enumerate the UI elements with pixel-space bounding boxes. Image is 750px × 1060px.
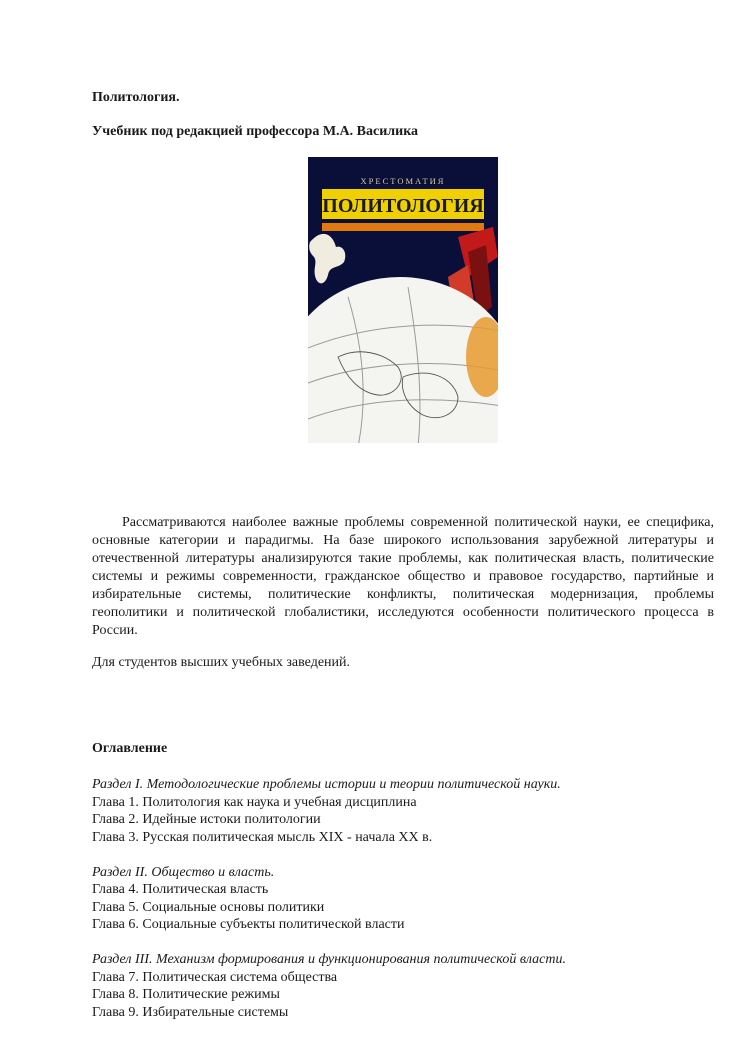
toc-chapter[interactable]: Глава 5. Социальные основы политики [92, 899, 325, 915]
toc-chapter[interactable]: Глава 9. Избирательные системы [92, 1004, 289, 1020]
document-subtitle: Учебник под редакцией профессора М.А. Василика [92, 124, 419, 139]
document-title: Политология. [92, 90, 180, 105]
cover-title: ПОЛИТОЛОГИЯ [322, 195, 484, 217]
toc-chapter[interactable]: Глава 2. Идейные истоки политологии [92, 812, 321, 827]
abstract-text: Рассматриваются наиболее важные проблемы современной политической науки, ее специфика, основные категории и парадигмы. На базе широкого использования зарубежной литературы и отечественной литературы анализируются такие проблемы, как политическая власть, политические системы и режимы современности, гражданское общество и правовое государство, партийные и избирательные системы, политические конфликты, политическая модернизация, проблемы геополитики и политической глобалистики, исследуются особенности политического процесса в России. [92, 515, 714, 638]
toc-section-title[interactable]: Раздел I. Методологические проблемы истории и теории политической науки. [92, 777, 561, 792]
toc-section-group [92, 951, 722, 1021]
cover-subband [322, 223, 484, 231]
toc-section-title[interactable]: Раздел II. Общество и власть. [92, 864, 275, 880]
toc-section-group [92, 864, 722, 934]
toc-section-group [92, 776, 722, 846]
book-cover-image [308, 157, 498, 443]
audience-note [92, 655, 350, 671]
table-of-contents [92, 776, 722, 1039]
toc-section-title[interactable]: Раздел III. Механизм формирования и функционирования политической власти. [92, 952, 566, 967]
audience-text: Для студентов высших учебных заведений. [92, 655, 351, 670]
toc-heading: Оглавление [92, 741, 168, 756]
toc-chapter[interactable]: Глава 7. Политическая система общества [92, 969, 338, 985]
toc-chapter[interactable]: Глава 1. Политология как наука и учебная дисциплина [92, 794, 417, 810]
cover-top-label: ХРЕСТОМАТИЯ [360, 176, 446, 186]
toc-chapter[interactable]: Глава 8. Политические режимы [92, 987, 280, 1002]
toc-chapter[interactable]: Глава 3. Русская политическая мысль XIX - начала XX в. [92, 829, 433, 845]
toc-chapter[interactable]: Глава 4. Политическая власть [92, 882, 269, 897]
abstract-paragraph [92, 514, 714, 640]
toc-chapter[interactable]: Глава 6. Социальные субъекты политической власти [92, 917, 405, 932]
